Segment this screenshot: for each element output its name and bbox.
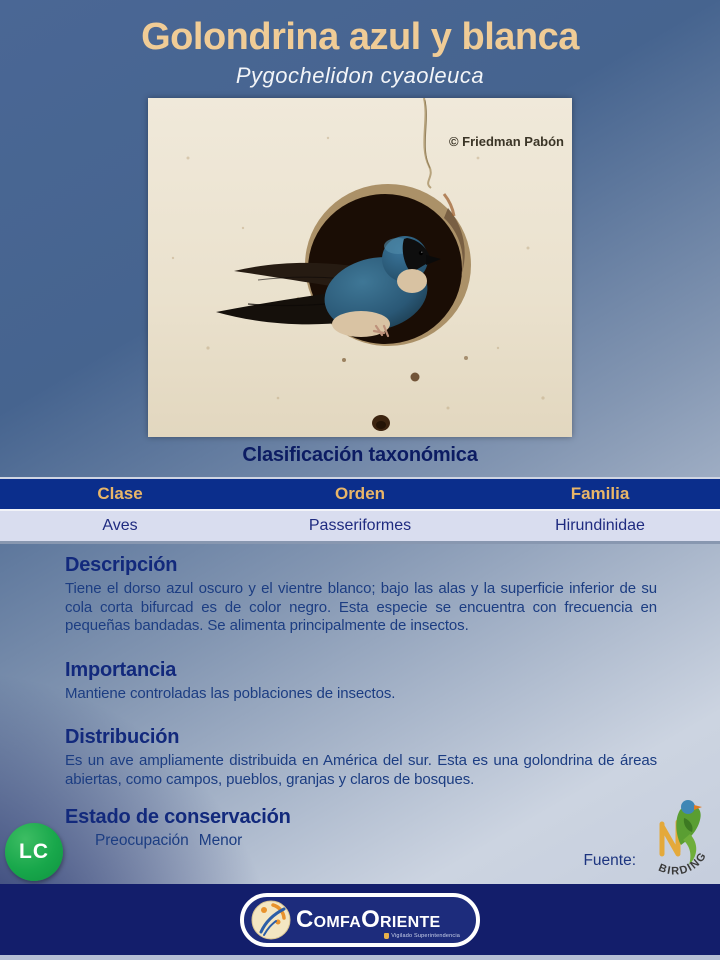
birding-logo xyxy=(646,794,716,882)
iucn-lc-label: LC xyxy=(19,840,49,863)
taxonomy-section-title: Clasificación taxonómica xyxy=(242,444,478,466)
taxonomy-value-clase: Aves xyxy=(102,517,138,534)
source-label: Fuente: xyxy=(583,852,636,869)
species-photo xyxy=(148,98,572,437)
taxonomy-table xyxy=(0,477,720,544)
taxonomy-value-orden: Passeriformes xyxy=(308,517,412,534)
superintendencia-shield-icon xyxy=(384,933,389,939)
conservation-status-text: Preocupación Menor xyxy=(95,832,243,849)
footer-bar xyxy=(0,884,720,960)
section-body-distribucion: Es un ave ampliamente distribuida en América del sur. Esta es una golondrina de áreas abiertas, como campos, pueblos, granjas y claros de bosques. xyxy=(65,752,657,788)
comfaoriente-globe-icon xyxy=(251,900,291,940)
iucn-lc-badge xyxy=(5,823,63,881)
taxonomy-value-row xyxy=(0,511,720,544)
wordmark-part-2: OMFA xyxy=(313,914,362,931)
svg-text:BIRDING xyxy=(657,850,710,878)
wordmark-part-1: C xyxy=(296,906,314,933)
comfaoriente-wordmark xyxy=(296,906,441,934)
taxonomy-header-row xyxy=(0,477,720,511)
taxonomy-header-orden: Orden xyxy=(334,484,386,503)
brand-tagline xyxy=(384,933,460,939)
info-sections xyxy=(65,553,657,851)
section-body-importancia: Mantiene controladas las poblaciones de insectos. xyxy=(65,684,396,702)
taxonomy-value-familia: Hirundinidae xyxy=(555,517,645,534)
taxonomy-header-familia: Familia xyxy=(570,484,630,503)
birding-logo-text: BIRDING xyxy=(656,849,710,878)
section-heading-estado: Estado de conservación xyxy=(65,806,291,828)
comfaoriente-logo xyxy=(240,893,480,947)
section-body-descripcion: Tiene el dorso azul oscuro y el vientre blanco; bajo las alas y la superficie inferior de su cola corta bifurcad es de color negro. Esta especie se encuentra con frecuencia en pequeñas bandadas. Se alimenta principalmente de insectos. xyxy=(65,580,657,634)
species-title: Golondrina azul y blanca xyxy=(141,16,579,58)
birding-bird-icon xyxy=(646,794,716,882)
taxonomy-header-clase: Clase xyxy=(97,484,143,503)
wordmark-part-3: O xyxy=(361,906,381,933)
photo-credit: © Friedman Pabón xyxy=(448,134,564,149)
section-heading-distribucion: Distribución xyxy=(65,726,180,748)
wordmark-part-4: RIENTE xyxy=(380,914,441,931)
scientific-name: Pygochelidon cyaoleuca xyxy=(235,63,485,88)
brand-tagline-text: Vigilado Superintendencia xyxy=(391,933,460,939)
section-heading-importancia: Importancia xyxy=(65,658,177,681)
section-heading-descripcion: Descripción xyxy=(65,554,178,576)
